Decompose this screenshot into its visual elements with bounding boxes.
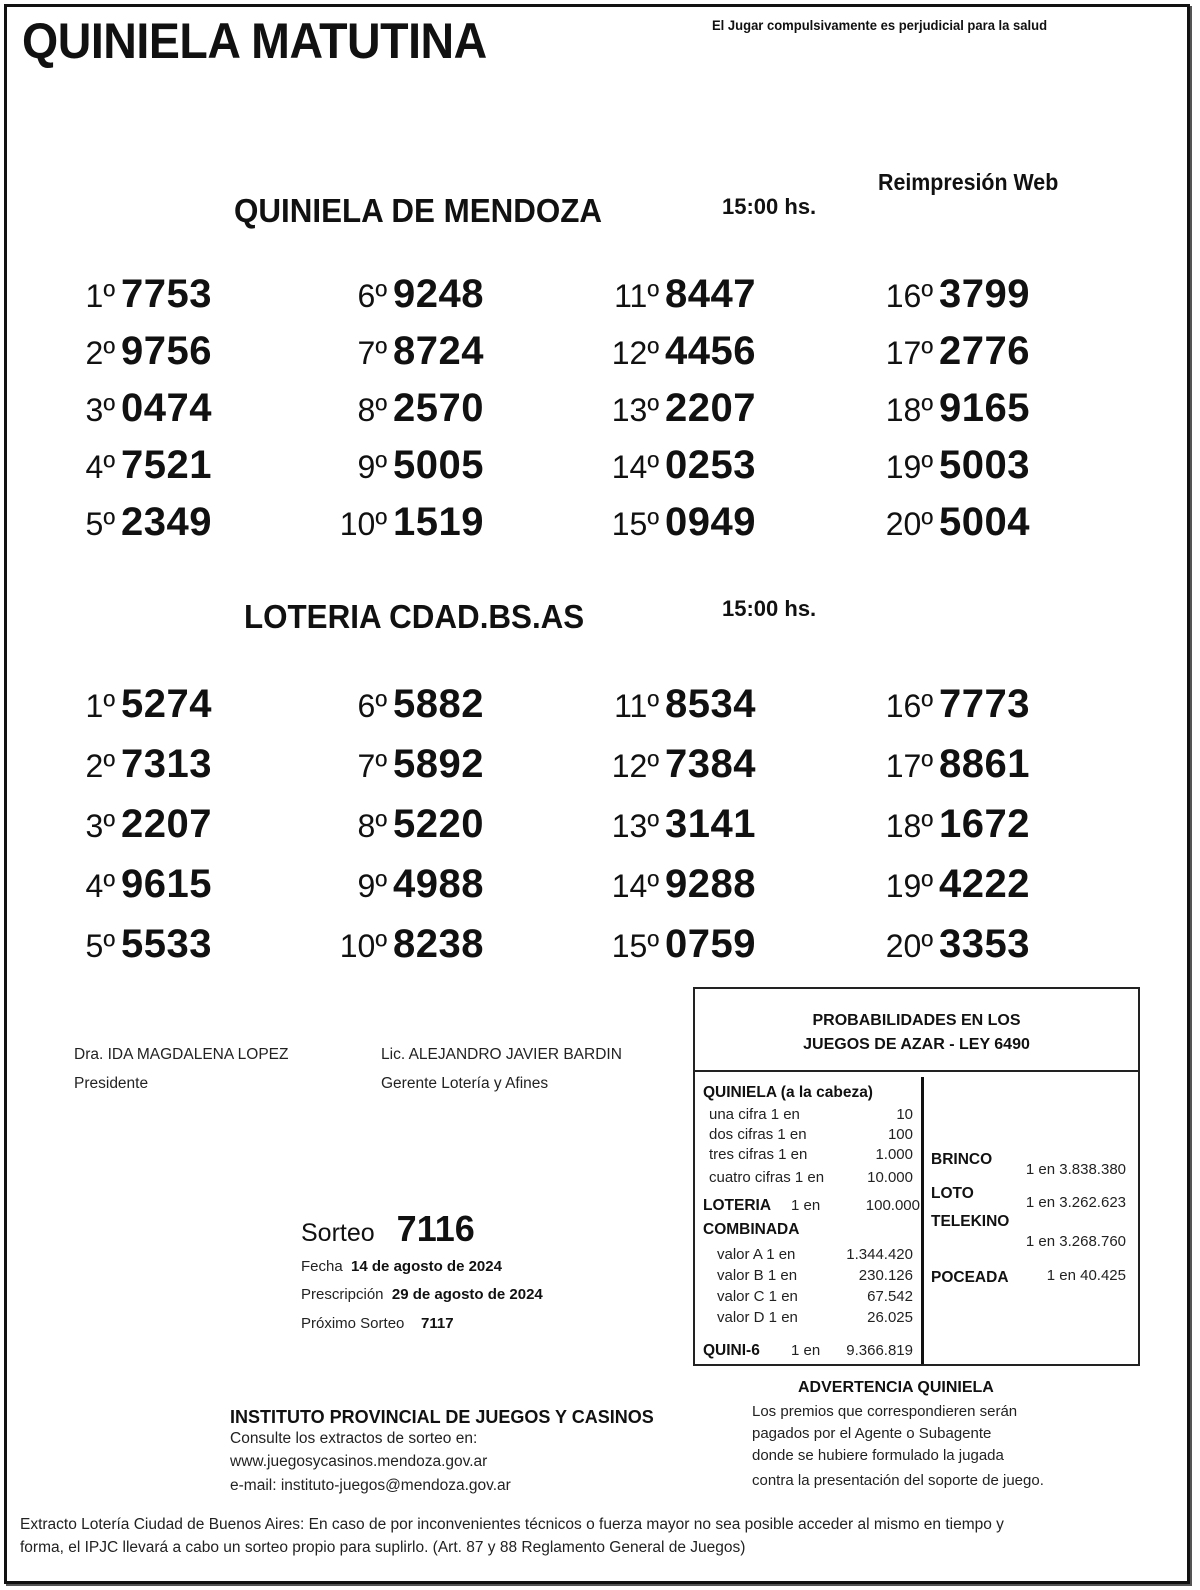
result-entry [2,386,212,431]
advertencia-line: donde se hubiere formulado la jugada [752,1447,1004,1464]
odds-value: 1.344.420 [846,1246,913,1263]
advertencia-line: Los premios que correspondieren serán [752,1403,1018,1420]
prescripcion-value: 29 de agosto de 2024 [391,1286,543,1303]
result-number: 5533 [121,922,212,966]
result-number: 5003 [939,443,1030,487]
result-entry [274,329,484,374]
odds-value: 230.126 [858,1267,913,1284]
result-number: 8238 [393,922,484,966]
result-entry [820,682,1030,727]
result-entry [546,443,756,488]
odds-label: una cifra 1 en [709,1106,800,1123]
result-entry [2,922,212,967]
odds-label: valor B 1 en [717,1267,798,1284]
result-position: 7º [357,748,388,784]
advertencia-line: pagados por el Agente o Subagente [752,1425,992,1442]
probabilities-box [693,987,1140,1366]
result-number: 0949 [665,500,756,544]
odds-value: 26.025 [867,1309,913,1326]
result-number: 9615 [121,862,212,906]
result-position: 11º [614,278,660,314]
combinada-title: COMBINADA [703,1221,800,1238]
result-position: 2º [85,335,116,371]
result-position: 17º [885,748,934,784]
quini6-en: 1 en [791,1342,821,1359]
result-position: 12º [611,748,660,784]
result-number: 4456 [665,329,756,373]
result-position: 9º [357,449,388,485]
result-number: 0253 [665,443,756,487]
result-number: 0474 [121,386,212,430]
result-entry [546,272,756,317]
result-number: 7753 [121,272,212,316]
probabilities-title-2: JUEGOS DE AZAR - LEY 6490 [803,1036,1030,1053]
result-entry [820,272,1030,317]
instituto-website-link[interactable]: www.juegosycasinos.mendoza.gov.ar [230,1453,488,1470]
signature-name-president: Dra. IDA MAGDALENA LOPEZ [74,1046,289,1063]
result-entry [2,682,212,727]
result-position: 2º [85,748,116,784]
result-entry [820,742,1030,787]
odds-label: valor A 1 en [717,1246,796,1263]
health-warning: El Jugar compulsivamente es perjudicial para la salud [712,17,1048,33]
probabilities-title-1: PROBABILIDADES EN LOS [812,1012,1021,1029]
telekino-value: 1 en 3.268.760 [1025,1233,1126,1250]
result-entry [546,922,756,967]
result-position: 9º [357,868,388,904]
result-number: 1519 [393,500,484,544]
sorteo-label: Sorteo [301,1219,375,1247]
result-position: 14º [611,868,660,904]
result-position: 3º [85,808,116,844]
proximo-label: Próximo Sorteo [301,1315,405,1332]
result-entry [274,922,484,967]
result-position: 1º [85,278,116,314]
result-entry [274,862,484,907]
result-position: 18º [885,392,934,428]
ciudad-title: LOTERIA CDAD.BS.AS [244,598,585,635]
result-position: 13º [611,392,660,428]
result-position: 13º [611,808,660,844]
result-position: 19º [885,868,934,904]
result-number: 5882 [393,682,484,726]
result-position: 11º [614,688,660,724]
result-entry [820,443,1030,488]
result-number: 5220 [393,802,484,846]
result-number: 1672 [939,802,1030,846]
result-number: 3353 [939,922,1030,966]
ciudad-time: 15:00 hs. [722,596,817,621]
result-number: 5005 [393,443,484,487]
result-entry [2,329,212,374]
result-number: 9248 [393,272,484,316]
odds-value: 67.542 [867,1288,913,1305]
result-entry [820,802,1030,847]
result-number: 2207 [665,386,756,430]
result-entry [2,443,212,488]
result-number: 8534 [665,682,756,726]
result-entry [820,922,1030,967]
result-number: 8724 [393,329,484,373]
instituto-title: INSTITUTO PROVINCIAL DE JUEGOS Y CASINOS [230,1407,654,1427]
brinco-label: BRINCO [931,1151,993,1168]
loto-label: LOTO [931,1185,974,1202]
odds-label: valor C 1 en [717,1288,798,1305]
result-entry [274,500,484,545]
instituto-email-link[interactable]: e-mail: instituto-juegos@mendoza.gov.ar [230,1477,511,1494]
result-position: 4º [85,868,116,904]
result-entry [546,862,756,907]
sorteo-block [301,1208,475,1250]
result-number: 9756 [121,329,212,373]
result-entry [546,386,756,431]
result-number: 2570 [393,386,484,430]
result-position: 8º [357,392,388,428]
result-position: 7º [357,335,388,371]
result-number: 3799 [939,272,1030,316]
result-entry [546,329,756,374]
telekino-label: TELEKINO [931,1213,1010,1230]
loteria-odds-value: 100.000 [865,1197,920,1214]
proximo-value: 7117 [421,1315,454,1332]
result-number: 7773 [939,682,1030,726]
probabilities-header [695,989,1138,1072]
signature-role-manager: Gerente Lotería y Afines [381,1075,549,1092]
result-number: 8861 [939,742,1030,786]
result-entry [546,682,756,727]
result-position: 15º [611,506,660,542]
result-position: 15º [611,928,660,964]
result-position: 10º [339,928,388,964]
poceada-label: POCEADA [931,1269,1009,1286]
result-entry [2,802,212,847]
result-entry [546,742,756,787]
result-position: 18º [885,808,934,844]
sorteo-number: 7116 [396,1208,475,1249]
loteria-odds-label: LOTERIA [703,1197,772,1214]
odds-value: 10 [896,1106,913,1123]
odds-value: 1.000 [875,1146,913,1163]
fecha-label: Fecha [301,1258,343,1275]
probabilities-divider [921,1077,924,1364]
brinco-value: 1 en 3.838.380 [1025,1161,1126,1178]
quini6-label: QUINI-6 [703,1342,760,1359]
fecha-row [301,1258,502,1275]
result-entry [274,443,484,488]
fecha-value: 14 de agosto de 2024 [351,1258,502,1275]
result-number: 4222 [939,862,1030,906]
result-number: 5274 [121,682,212,726]
result-number: 4988 [393,862,484,906]
result-position: 12º [611,335,660,371]
result-number: 7384 [665,742,756,786]
result-entry [820,329,1030,374]
footer-note-line1: Extracto Lotería Ciudad de Buenos Aires: En caso de por inconvenientes técnicos o fuerza mayor no sea posible acceder al mismo en tiempo y [20,1516,1004,1533]
result-entry [2,500,212,545]
result-entry [274,802,484,847]
result-number: 2207 [121,802,212,846]
result-number: 9165 [939,386,1030,430]
result-entry [274,272,484,317]
result-number: 2349 [121,500,212,544]
advertencia-title: ADVERTENCIA QUINIELA [798,1379,994,1396]
result-number: 5004 [939,500,1030,544]
result-number: 0759 [665,922,756,966]
result-position: 6º [357,688,388,724]
result-position: 6º [357,278,388,314]
quini6-value: 9.366.819 [846,1342,913,1359]
result-position: 20º [885,506,934,542]
result-position: 17º [885,335,934,371]
result-entry [546,802,756,847]
mendoza-time: 15:00 hs. [722,194,817,219]
loteria-odds-en: 1 en [791,1197,821,1214]
result-number: 2776 [939,329,1030,373]
prescripcion-row [301,1286,543,1303]
result-entry [820,386,1030,431]
quiniela-odds-title: QUINIELA (a la cabeza) [703,1084,873,1101]
poceada-value: 1 en 40.425 [1046,1267,1126,1284]
result-entry [820,500,1030,545]
result-number: 8447 [665,272,756,316]
result-position: 14º [611,449,660,485]
result-position: 10º [339,506,388,542]
result-position: 3º [85,392,116,428]
odds-label: tres cifras 1 en [709,1146,808,1163]
odds-label: valor D 1 en [717,1309,798,1326]
signature-role-president: Presidente [74,1075,149,1092]
result-entry [2,862,212,907]
result-position: 19º [885,449,934,485]
result-number: 7521 [121,443,212,487]
result-position: 8º [357,808,388,844]
result-number: 7313 [121,742,212,786]
result-number: 3141 [665,802,756,846]
result-position: 5º [85,928,116,964]
result-position: 5º [85,506,116,542]
odds-label: cuatro cifras 1 en [709,1169,825,1186]
advertencia-line: contra la presentación del soporte de juego. [752,1472,1044,1489]
odds-value: 100 [887,1126,913,1143]
result-entry [274,386,484,431]
signature-name-manager: Lic. ALEJANDRO JAVIER BARDIN [381,1046,622,1063]
odds-value: 10.000 [867,1169,913,1186]
result-entry [820,862,1030,907]
result-entry [546,500,756,545]
reprint-label: Reimpresión Web [878,169,1059,195]
mendoza-title: QUINIELA DE MENDOZA [234,192,603,229]
prescripcion-label: Prescripción [301,1286,384,1303]
page-title: QUINIELA MATUTINA [22,13,487,69]
result-entry [2,742,212,787]
result-number: 5892 [393,742,484,786]
result-position: 4º [85,449,116,485]
result-entry [274,682,484,727]
result-position: 16º [885,688,934,724]
proximo-row [301,1315,454,1332]
result-position: 1º [85,688,116,724]
result-position: 20º [885,928,934,964]
loto-value: 1 en 3.262.623 [1025,1194,1126,1211]
result-position: 16º [885,278,934,314]
result-number: 9288 [665,862,756,906]
result-entry [2,272,212,317]
odds-label: dos cifras 1 en [709,1126,807,1143]
instituto-consult: Consulte los extractos de sorteo en: [230,1430,478,1447]
result-entry [274,742,484,787]
footer-note-line2: forma, el IPJC llevará a cabo un sorteo propio para suplirlo. (Art. 87 y 88 Reglamento General de Juegos) [20,1539,746,1556]
